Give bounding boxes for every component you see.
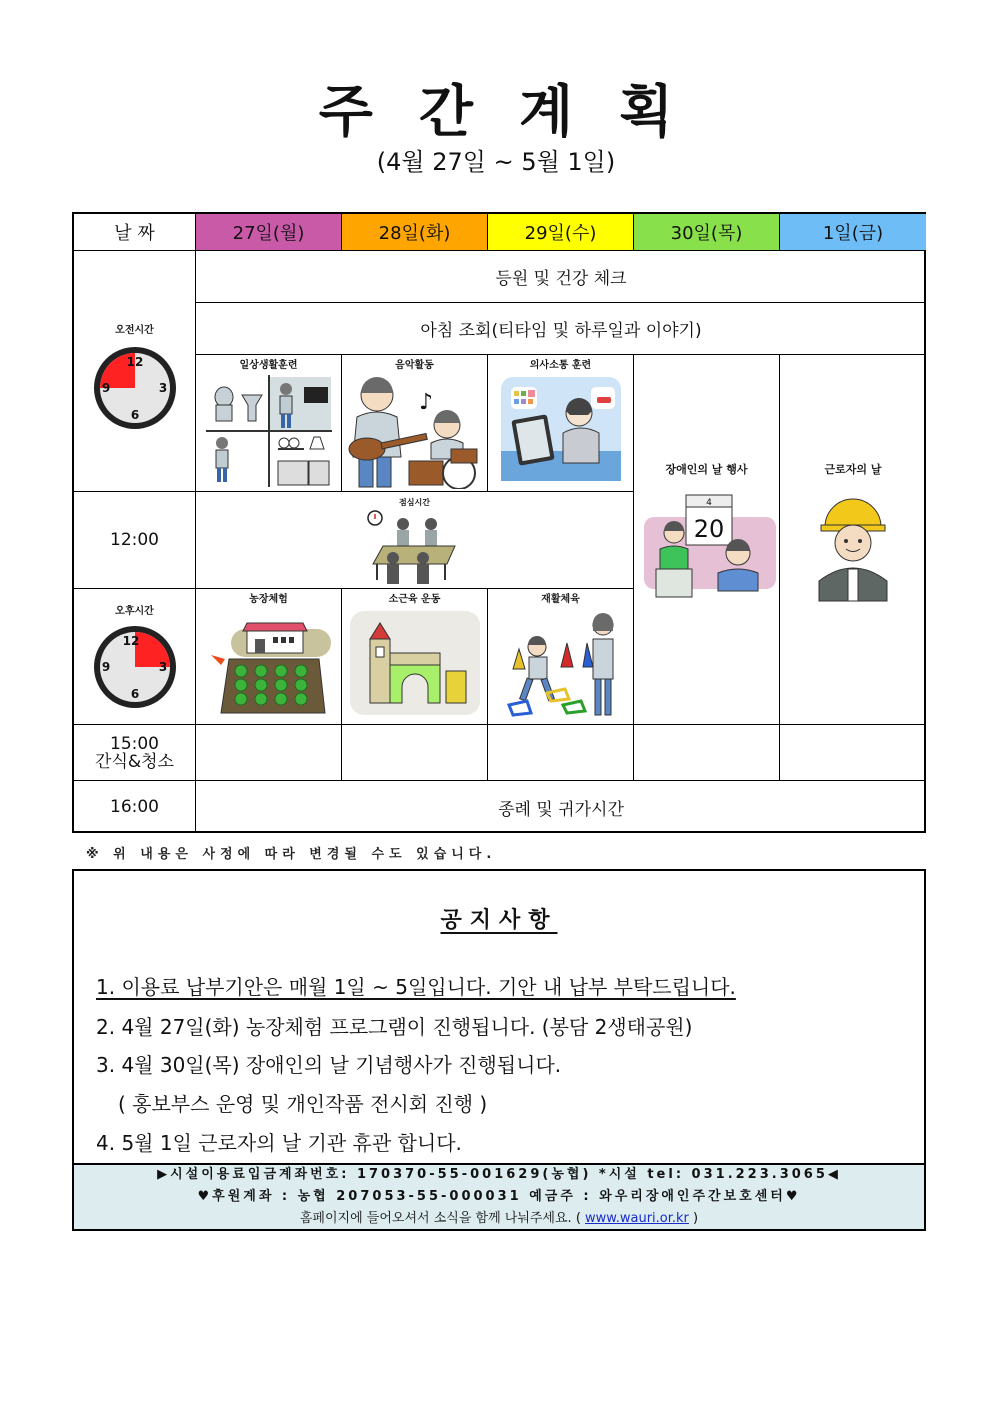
- svg-text:9: 9: [101, 380, 110, 395]
- afternoon-label: 오후시간: [115, 606, 154, 617]
- snack-time: 15:00: [110, 733, 159, 754]
- footer: [74, 1163, 924, 1229]
- svg-text:♪: ♪: [418, 390, 433, 415]
- lunch-table-icon: [365, 508, 465, 586]
- clock-9-to-12-icon: [91, 344, 179, 432]
- activity-music: [342, 355, 488, 492]
- daily-living-icon: [206, 375, 332, 487]
- music-activity-icon: [347, 375, 483, 489]
- activity-rehab-sports: [488, 589, 634, 725]
- thursday-event-cell: [634, 355, 780, 725]
- page-title: 주간계획: [318, 80, 720, 145]
- snack-tue: [342, 725, 488, 781]
- event-title: 장애인의 날 행사: [665, 463, 748, 476]
- clock-12-to-3-icon: [91, 623, 179, 711]
- day-header-mon: 27일(월): [196, 214, 342, 251]
- lunch-cell: [196, 492, 634, 589]
- notice-item-3: 3. 4월 30일(목) 장애인의 날 기념행사가 진행됩니다.: [96, 1053, 562, 1077]
- notice-item-2: 2. 4월 27일(화) 농장체험 프로그램이 진행됩니다. (봉담 2생태공원): [96, 1015, 693, 1039]
- morning-label: 오전시간: [115, 324, 154, 336]
- disability-day-icon: [638, 491, 776, 607]
- lunch-title: 점심시간: [399, 498, 430, 507]
- lunch-time: 12:00: [74, 492, 196, 589]
- homepage-line: 홈페이지에 들어오셔서 소식을 함께 나눠주세요. ( www.wauri.or.kr ): [299, 1211, 699, 1226]
- day-header-thu: 30일(목): [634, 214, 780, 251]
- snack-wed: [488, 725, 634, 781]
- day-header-wed: 29일(수): [488, 214, 634, 251]
- communication-tablet-icon: [499, 375, 623, 483]
- snack-fri: [780, 725, 926, 781]
- svg-text:3: 3: [158, 660, 167, 674]
- afternoon-label-cell: [74, 589, 196, 725]
- activity-title: 재활체육: [541, 594, 580, 605]
- morning-label-cell: [74, 251, 196, 492]
- activity-farm: [196, 589, 342, 725]
- date-header: 날 짜: [74, 214, 196, 251]
- notice-item-3-detail: ( 홍보부스 운영 및 개인작품 전시회 진행 ): [118, 1092, 488, 1116]
- assembly-row: 아침 조회(티타임 및 하루일과 이야기): [196, 303, 926, 355]
- friday-event-cell: [780, 355, 926, 725]
- day-header-tue: 28일(화): [342, 214, 488, 251]
- notice-item-1: 1. 이용료 납부기안은 매월 1일 ~ 5일입니다. 기안 내 납부 부탁드립니다.: [96, 975, 736, 999]
- svg-text:12: 12: [122, 634, 139, 648]
- snack-label: 간식&청소: [95, 751, 174, 772]
- activity-title: 의사소통 훈련: [529, 360, 592, 371]
- svg-text:12: 12: [126, 354, 143, 369]
- activity-title: 소근육 운동: [388, 594, 441, 605]
- svg-text:3: 3: [158, 380, 167, 395]
- svg-text:6: 6: [130, 407, 139, 422]
- notice-item-4: 4. 5월 1일 근로자의 날 기관 휴관 합니다.: [96, 1131, 462, 1155]
- activity-daily-living: [196, 355, 342, 492]
- date-range: (4월 27일 ~ 5월 1일): [376, 148, 616, 176]
- worker-hardhat-icon: [815, 491, 891, 603]
- snack-mon: [196, 725, 342, 781]
- disclaimer: ※ 위 내용은 사정에 따라 변경될 수도 있습니다.: [86, 847, 497, 862]
- arrival-row: 등원 및 건강 체크: [196, 251, 926, 303]
- activity-communication: [488, 355, 634, 492]
- blocks-icon: [348, 609, 482, 717]
- svg-text:20: 20: [693, 515, 724, 543]
- rehab-sports-icon: [499, 609, 623, 719]
- activity-title: 농장체험: [249, 594, 288, 605]
- donation-info: ♥후원계좌 : 농협 207053-55-000031 예금주 : 와우리장애인주간보호센터♥: [197, 1189, 801, 1204]
- account-info: ▶시설이용료입금계좌번호: 170370-55-001629(농협) *시설 tel: 031.223.3065◀: [157, 1167, 841, 1182]
- schedule-table: [72, 212, 926, 833]
- event-title: 근로자의 날: [824, 463, 882, 476]
- svg-text:9: 9: [101, 660, 110, 674]
- snack-time-cell: [74, 725, 196, 781]
- closing-time: 16:00: [74, 781, 196, 833]
- snack-thu: [634, 725, 780, 781]
- svg-text:4: 4: [705, 498, 712, 508]
- notice-box: [72, 869, 926, 1231]
- activity-title: 음악활동: [395, 360, 434, 371]
- activity-fine-motor: [342, 589, 488, 725]
- activity-title: 일상생활훈련: [239, 360, 298, 371]
- day-header-fri: 1일(금): [780, 214, 926, 251]
- farm-icon: [207, 609, 331, 719]
- closing-row: 종례 및 귀가시간: [498, 799, 624, 820]
- svg-text:6: 6: [130, 687, 139, 701]
- notice-title: 공지사항: [440, 908, 558, 933]
- homepage-link[interactable]: www.wauri.or.kr: [585, 1211, 689, 1226]
